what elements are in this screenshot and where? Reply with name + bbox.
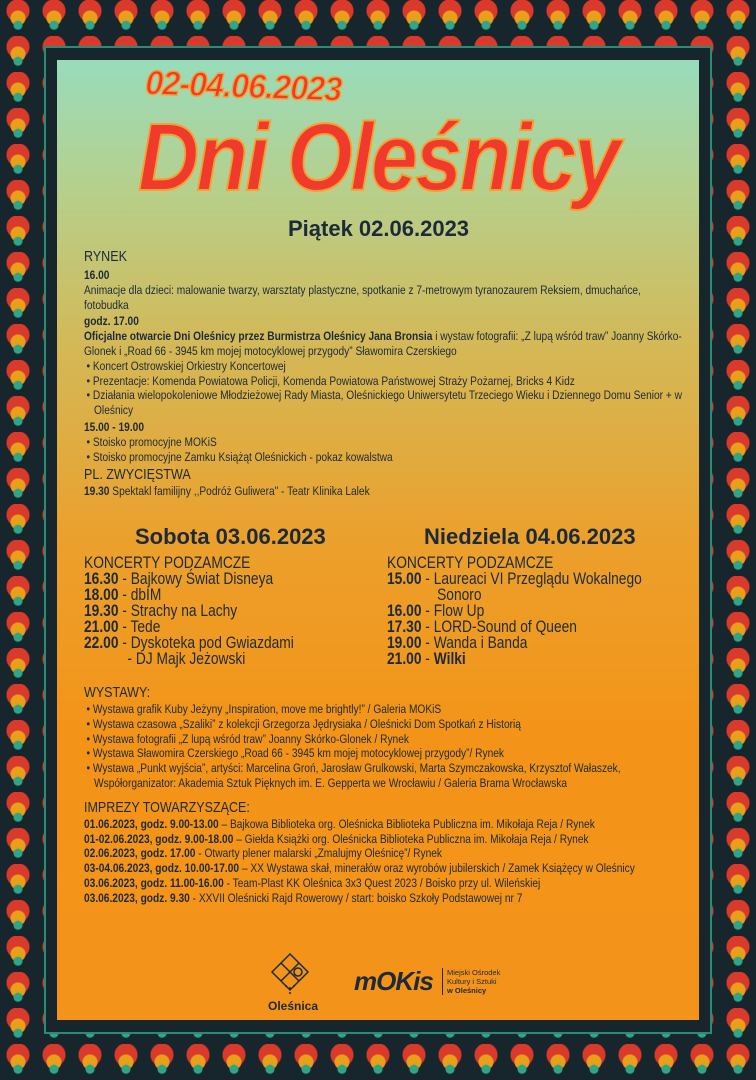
time: 21.00	[387, 650, 422, 668]
time: 19.30	[84, 602, 119, 620]
section-plac: PL. ZWYCIĘSTWA	[84, 466, 191, 484]
list-item: • Wystawa grafik Kuby Jeżyny „Inspiration, move me brightly!” / Galeria MOKiS	[84, 702, 685, 717]
saturday-title: Sobota 03.06.2023	[135, 524, 326, 549]
section-label: KONCERTY PODZAMCZE	[387, 554, 554, 572]
time: 19.30	[84, 484, 110, 499]
event-text: - Otwarty plener malarski „Zmalujmy Oleśnicę”/ Rynek	[195, 846, 443, 861]
olesnica-logo-text: Oleśnica	[268, 999, 319, 1013]
time: 03-04.06.2023, godz. 10.00-17.00	[84, 861, 240, 876]
list-item: • Stoisko promocyjne Zamku Książąt Oleśnickich - pokaz kowalstwa	[84, 450, 685, 465]
event-text: Spektakl familijny ,,Podróż Guliwera" - Teatr Klinika Lalek	[109, 484, 370, 499]
list-item: • Koncert Ostrowskiej Orkiestry Koncertowej	[84, 359, 685, 374]
event-text: - Laureaci VI Przeglądu Wokalnego	[421, 570, 642, 588]
event-text: Kultury i Sztuki	[447, 977, 497, 986]
sunday-concerts	[387, 555, 675, 667]
list-item: • Wystawa czasowa „Szaliki” z kolekcji Grzegorza Jędrysiaka / Oleśnicki Dom Spotkań z Historią	[84, 717, 685, 732]
friday-program	[84, 246, 685, 499]
time: 18.00	[84, 586, 119, 604]
time: 16.00	[84, 268, 110, 282]
list-item: • Działania wielopokoleniowe Młodzieżowej Rady Miasta, Oleśnickiego Uniwersytetu Trzeciego Wieku i Dziennego Domu Senior + w Oleśnicy	[84, 388, 685, 418]
event-text: w Oleśnicy	[447, 986, 487, 995]
time: 17.30	[387, 618, 422, 636]
event-text: – XX Wystawa skał, minerałów oraz wyrobów jubilerskich / Zamek Książęcy w Oleśnicy	[239, 861, 635, 876]
list-item: • Stoisko promocyjne MOKiS	[84, 435, 685, 450]
time: 15.00 - 19.00	[84, 419, 144, 434]
list-item: • Wystawa „Punkt wyjścia”, artyści: Marcelina Groń, Jarosław Grulkowski, Marta Szymczakowska, Krzysztof Wałaszek, Współorganizator: Akademia Sztuk Pięknych im. E. Gepperta we Wrocławiu / Galeria Brama Wrocławska	[84, 761, 685, 791]
event-text: - LORD-Sound of Queen	[421, 618, 577, 636]
event-text: Animacje dla dzieci: malowanie twarzy, warsztaty plastyczne, spotkanie z 7-metrowym tyranozaurem Reksiem, dmuchańce, fotobudka	[84, 282, 641, 312]
event-text: - Flow Up	[421, 602, 485, 620]
sunday-title: Niedziela 04.06.2023	[424, 524, 636, 549]
time: 01-02.06.2023, godz. 9.00-18.00	[84, 831, 234, 846]
continuation: - DJ Majk Jeżowski	[127, 650, 246, 668]
section-label: WYSTAWY:	[84, 684, 151, 701]
event-text: - XXVII Oleśnicki Rajd Rowerowy / start: boisko Szkoły Podstawowej nr 7	[189, 890, 523, 905]
time: 16.30	[84, 570, 119, 588]
continuation: Sonoro	[437, 586, 482, 604]
friday-title: Piątek 02.06.2023	[288, 216, 470, 241]
event-text: Miejski Ośrodek	[447, 968, 501, 977]
time: Wilki	[433, 650, 466, 668]
olesnica-logo-icon	[268, 952, 312, 996]
event-text: - Bajkowy Świat Disneya	[118, 570, 274, 588]
saturday-concerts	[84, 555, 372, 667]
mokis-logo: mOKis	[354, 966, 433, 996]
event-text: – Bajkowa Biblioteka org. Oleśnicka Biblioteka Publiczna im. Mikołaja Reja / Rynek	[218, 816, 595, 831]
event-text: i wystaw fotografii: „Z lupą wśród traw” Joanny Skórko-Glonek i „Road 66 - 3945 km mojej motocyklowej przygody” Sławomira Czerskiego	[84, 329, 682, 358]
time: 02.06.2023, godz. 17.00	[84, 846, 196, 861]
list-item: • Prezentacje: Komenda Powiatowa Policji, Komenda Powiatowa Państwowej Straży Pożarnej, Bricks 4 Kidz	[84, 374, 685, 389]
event-dates: 02-04.06.2023	[144, 64, 342, 109]
list-item: • Wystawa Sławomira Czerskiego „Road 66 - 3945 km mojej motocyklowej przygody”/ Rynek	[84, 746, 685, 761]
event-text: - Dyskoteka pod Gwiazdami	[118, 634, 294, 652]
event-text: - Tede	[118, 618, 161, 636]
time: 01.06.2023, godz. 9.00-13.00	[84, 816, 219, 831]
list-item: • Wystawa fotografii „Z lupą wśród traw” Joanny Skórko-Glonek / Rynek	[84, 732, 685, 747]
time: 16.00	[387, 602, 422, 620]
time: 03.06.2023, godz. 9.30	[84, 890, 190, 905]
event-text: – Giełda Książki org. Oleśnicka Biblioteka Publiczna im. Mikołaja Reja / Rynek	[233, 831, 589, 846]
sponsor-logos	[262, 952, 522, 1018]
poster-title: Dni Oleśnicy	[138, 104, 619, 211]
time: 03.06.2023, godz. 11.00-16.00	[84, 875, 224, 890]
event-text: - dbIM	[118, 586, 162, 604]
exhibitions	[84, 682, 685, 906]
mokis-description	[442, 968, 500, 995]
event-text: - Wanda i Banda	[421, 634, 528, 652]
event-text: - Team-Plast KK Oleśnica 3x3 Quest 2023 / Boisko przy ul. Wileńskiej	[223, 875, 541, 890]
time: 19.00	[387, 634, 422, 652]
section-label: IMPREZY TOWARZYSZĄCE:	[84, 798, 250, 816]
time: 21.00	[84, 618, 119, 636]
time: 15.00	[387, 570, 422, 588]
event-text: - Strachy na Lachy	[118, 602, 238, 620]
section-label: KONCERTY PODZAMCZE	[84, 554, 251, 572]
time: godz. 17.00	[84, 314, 139, 329]
event-text: -	[421, 650, 434, 668]
time: 22.00	[84, 634, 119, 652]
event-bold: Oficjalne otwarcie Dni Oleśnicy przez Burmistrza Oleśnicy Jana Bronsia	[84, 329, 433, 344]
section-rynek: RYNEK	[84, 248, 127, 265]
